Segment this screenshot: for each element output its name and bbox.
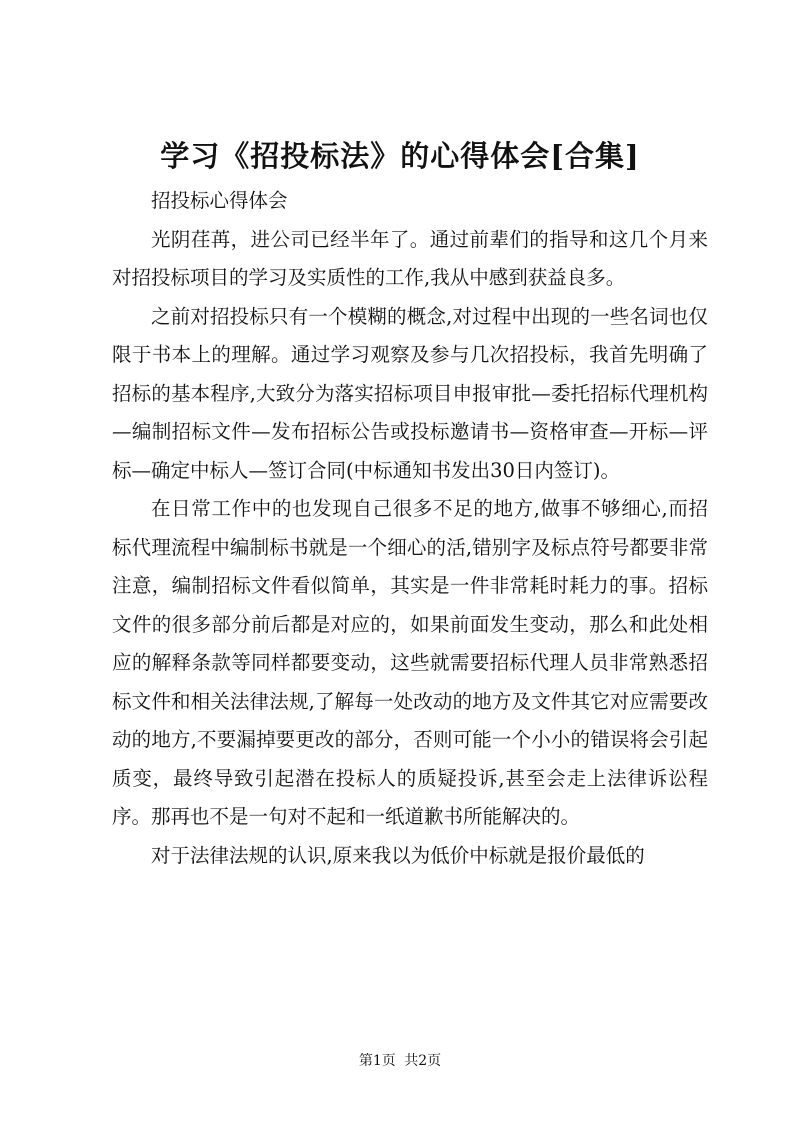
paragraph-heading: 招投标心得体会 [151,189,288,212]
page-number-current: 第1页 [358,1053,396,1069]
paragraph-4: 对于法律法规的认识,原来我以为低价中标就是报价最低的 [151,843,645,867]
paragraph-3: 在日常工作中的也发现自己很多不足的地方,做事不够细心,而招标代理流程中编制标书就是一个细心的活,错别字及标点符号都要非常注意，编制招标文件看似简单，其实是一件非常耗时耗力的事。招标文件的很多部分前后都是对应的，如果前面发生变动，那么和此处相应的解释条款等同样都要变动，这些就需要招标代理人员非常熟悉招标文件和相关法律法规,了解每一处改动的地方及文件其它对应需要改动的地方,不要漏掉要更改的部分，否则可能一个小小的错误将会引起质变，最终导致引起潜在投标人的质疑投诉,甚至会走上法律诉讼程序。那再也不是一句对不起和一纸道歉书所能解决的。 [112,497,708,828]
document-body [112,182,708,875]
page-footer [0,1051,800,1071]
document-title: 学习《招投标法》的心得体会[合集] [160,139,640,173]
page-number-total: 共2页 [404,1053,442,1069]
paragraph-1: 光阴荏苒，进公司已经半年了。通过前辈们的指导和这几个月来对招投标项目的学习及实质性的工作,我从中感到获益良多。 [112,227,708,289]
paragraph-2: 之前对招投标只有一个模糊的概念,对过程中出现的一些名词也仅限于书本上的理解。通过学习观察及参与几次招投标，我首先明确了招标的基本程序,大致分为落实招标项目申报审批—委托招标代理机构—编制招标文件—发布招标公告或投标邀请书—资格审查—开标—评标—确定中标人—签订合同(中标通知书发出30日内签订)。 [112,304,708,482]
